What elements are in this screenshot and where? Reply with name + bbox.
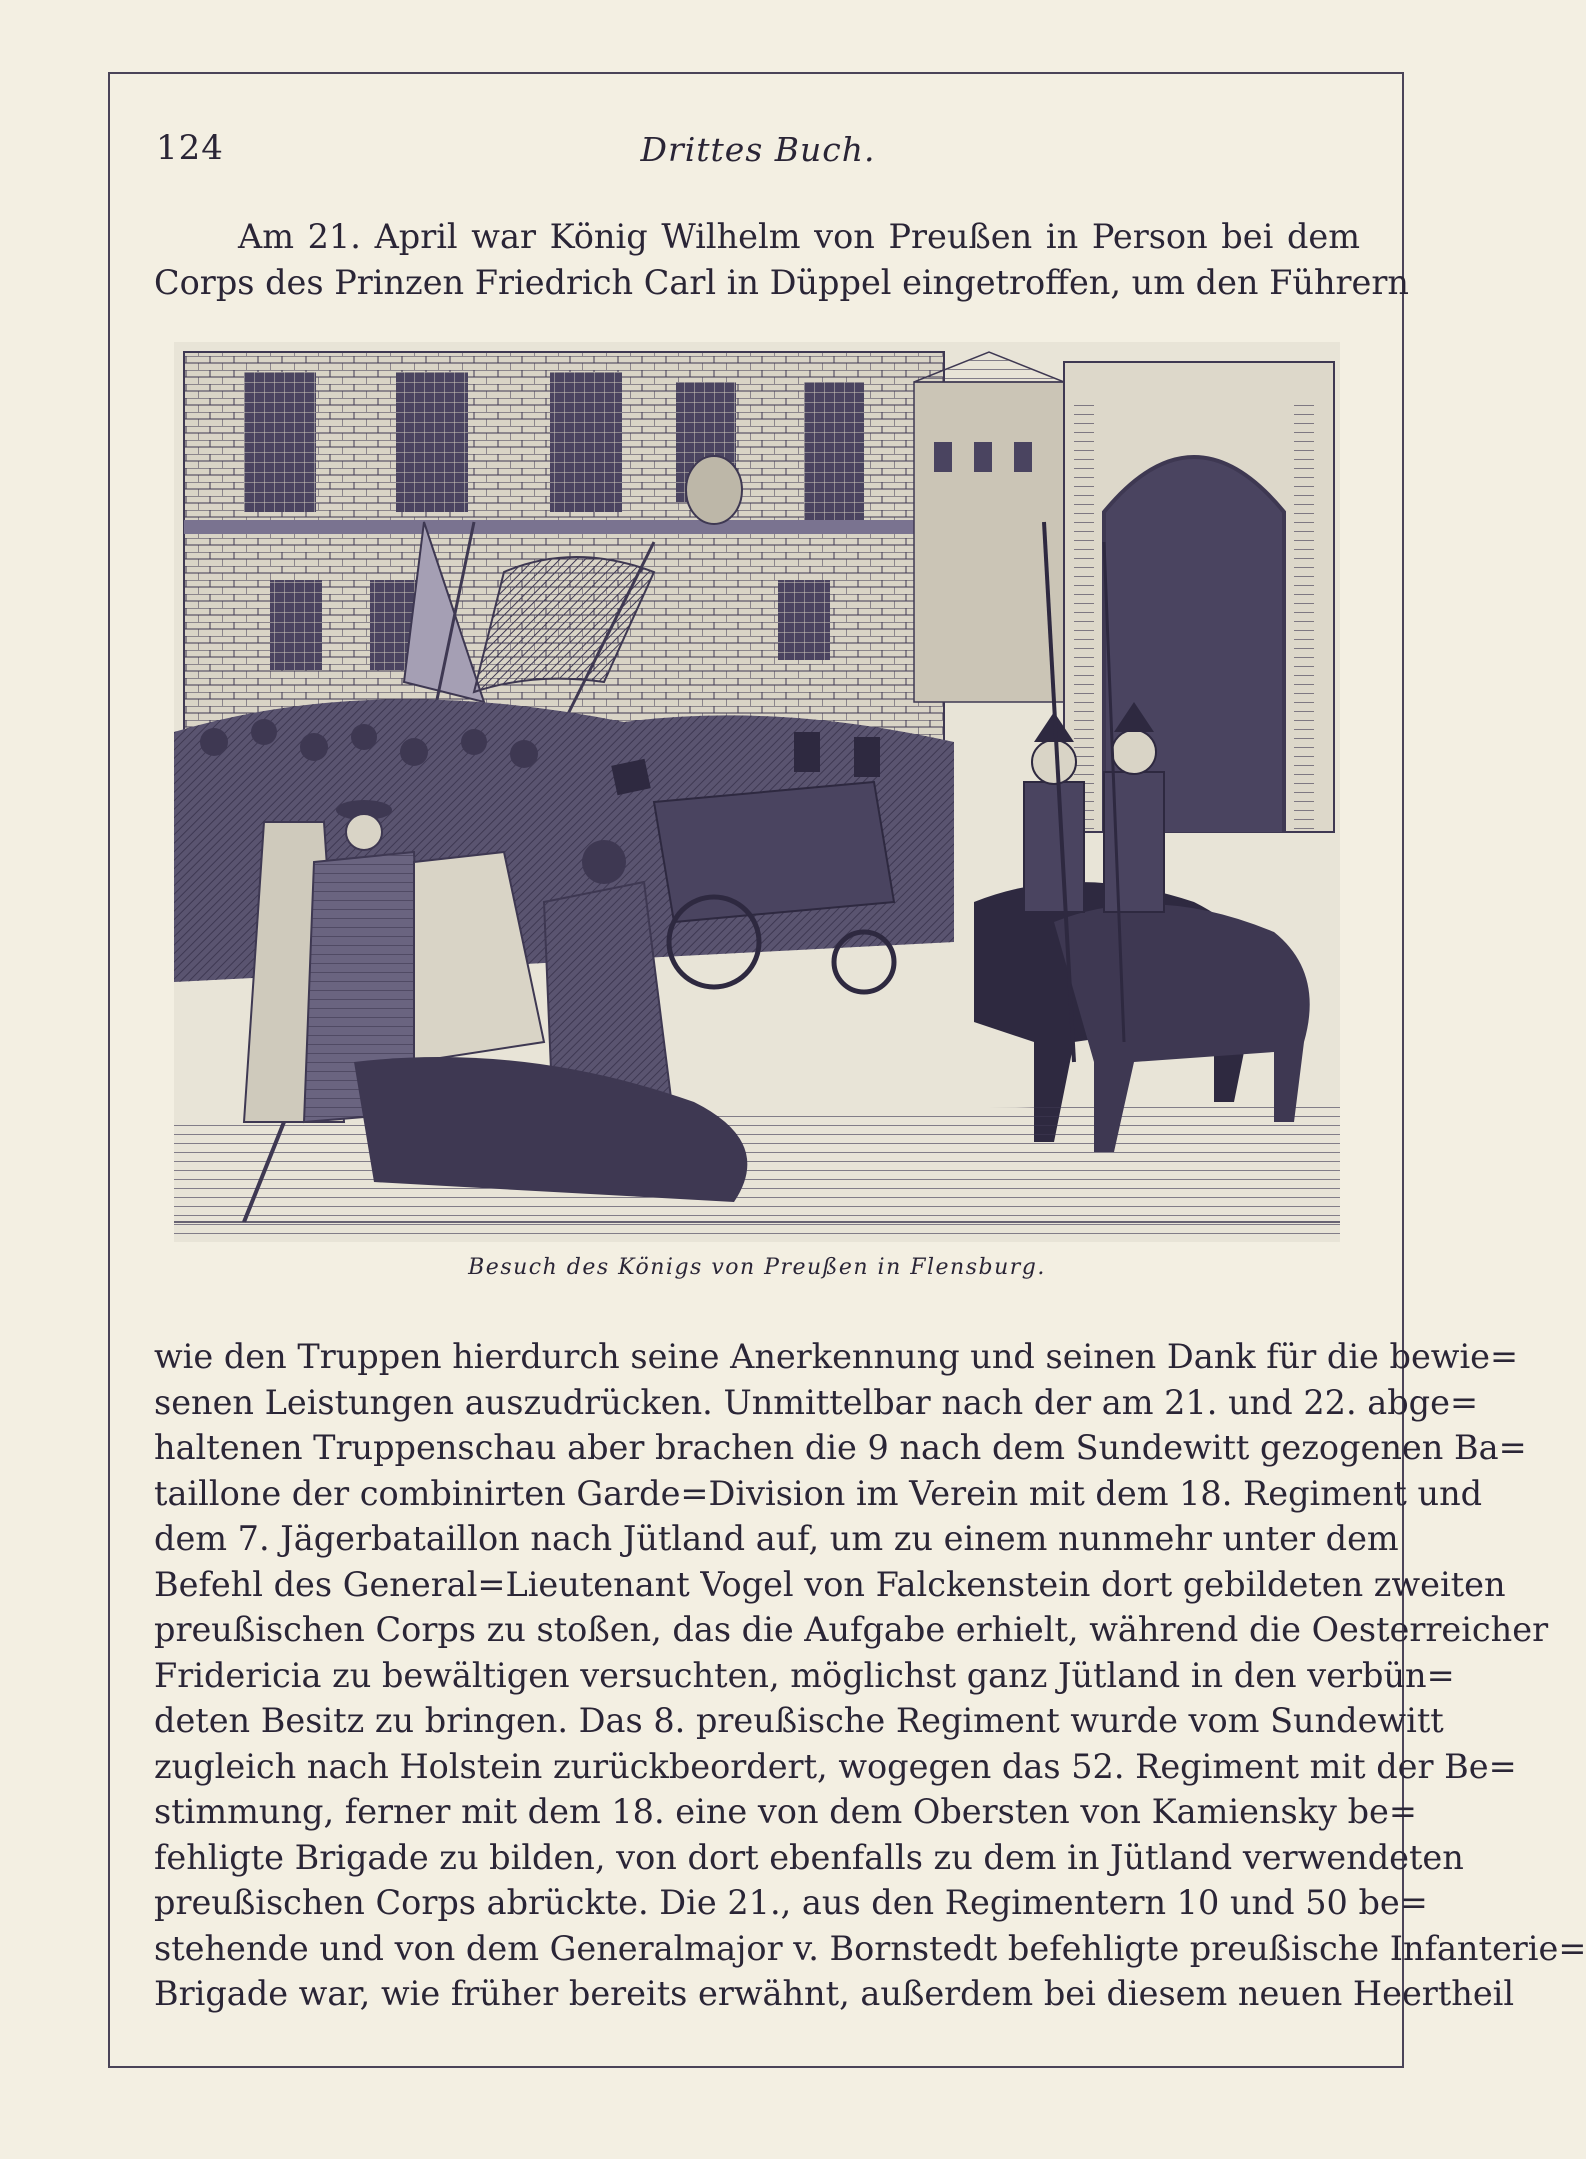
body-paragraph [154,1334,1586,2017]
text-line: preußischen Corps zu stoßen, das die Aufgabe erhielt, während die Oesterreicher [154,1610,1549,1649]
page-header [156,128,1360,178]
text-line: Brigade war, wie früher bereits erwähnt, außerdem bei diesem neuen Heertheil [154,1974,1515,2013]
text-line: fehligte Brigade zu bilden, von dort ebenfalls zu dem in Jütland verwendeten [154,1837,1464,1877]
text-line: senen Leistungen auszudrücken. Unmittelbar nach der am 21. und 22. abge= [154,1382,1479,1422]
figure-caption: Besuch des Königs von Preußen in Flensburg. [468,1255,1046,1280]
running-head: Drittes Buch. [640,130,876,169]
engraving-illustration [174,342,1340,1242]
text-line: stehende und von dem Generalmajor v. Bornstedt befehligte preußische Infanterie= [154,1928,1586,1968]
engraving-svg [174,342,1340,1242]
top-paragraph [154,214,1409,305]
text-line: zugleich nach Holstein zurückbeordert, wogegen das 52. Regiment mit der Be= [154,1746,1517,1786]
text-line: taillone der combinirten Garde=Division im Verein mit dem 18. Regiment und [154,1473,1483,1513]
text-line: Fridericia zu bewältigen versuchten, möglichst ganz Jütland in den verbün= [154,1655,1455,1695]
page-number: 124 [156,128,224,168]
text-line: preußischen Corps abrückte. Die 21., aus den Regimentern 10 und 50 be= [154,1883,1428,1922]
text-line: haltenen Truppenschau aber brachen die 9 nach dem Sundewitt gezogenen Ba= [154,1428,1527,1467]
text-line: wie den Truppen hierdurch seine Anerkennung und seinen Dank für die bewie= [154,1337,1519,1376]
text-line: Corps des Prinzen Friedrich Carl in Düppel eingetroffen, um den Führern [154,262,1409,302]
text-line: Am 21. April war König Wilhelm von Preußen in Person bei dem [238,217,1360,256]
text-line: dem 7. Jägerbataillon nach Jütland auf, um zu einem nunmehr unter dem [154,1519,1399,1558]
text-line: stimmung, ferner mit dem 18. eine von dem Obersten von Kamiensky be= [154,1792,1417,1831]
text-line: deten Besitz zu bringen. Das 8. preußische Regiment wurde vom Sundewitt [154,1701,1444,1740]
text-line: Befehl des General=Lieutenant Vogel von Falckenstein dort gebildeten zweiten [154,1564,1506,1604]
